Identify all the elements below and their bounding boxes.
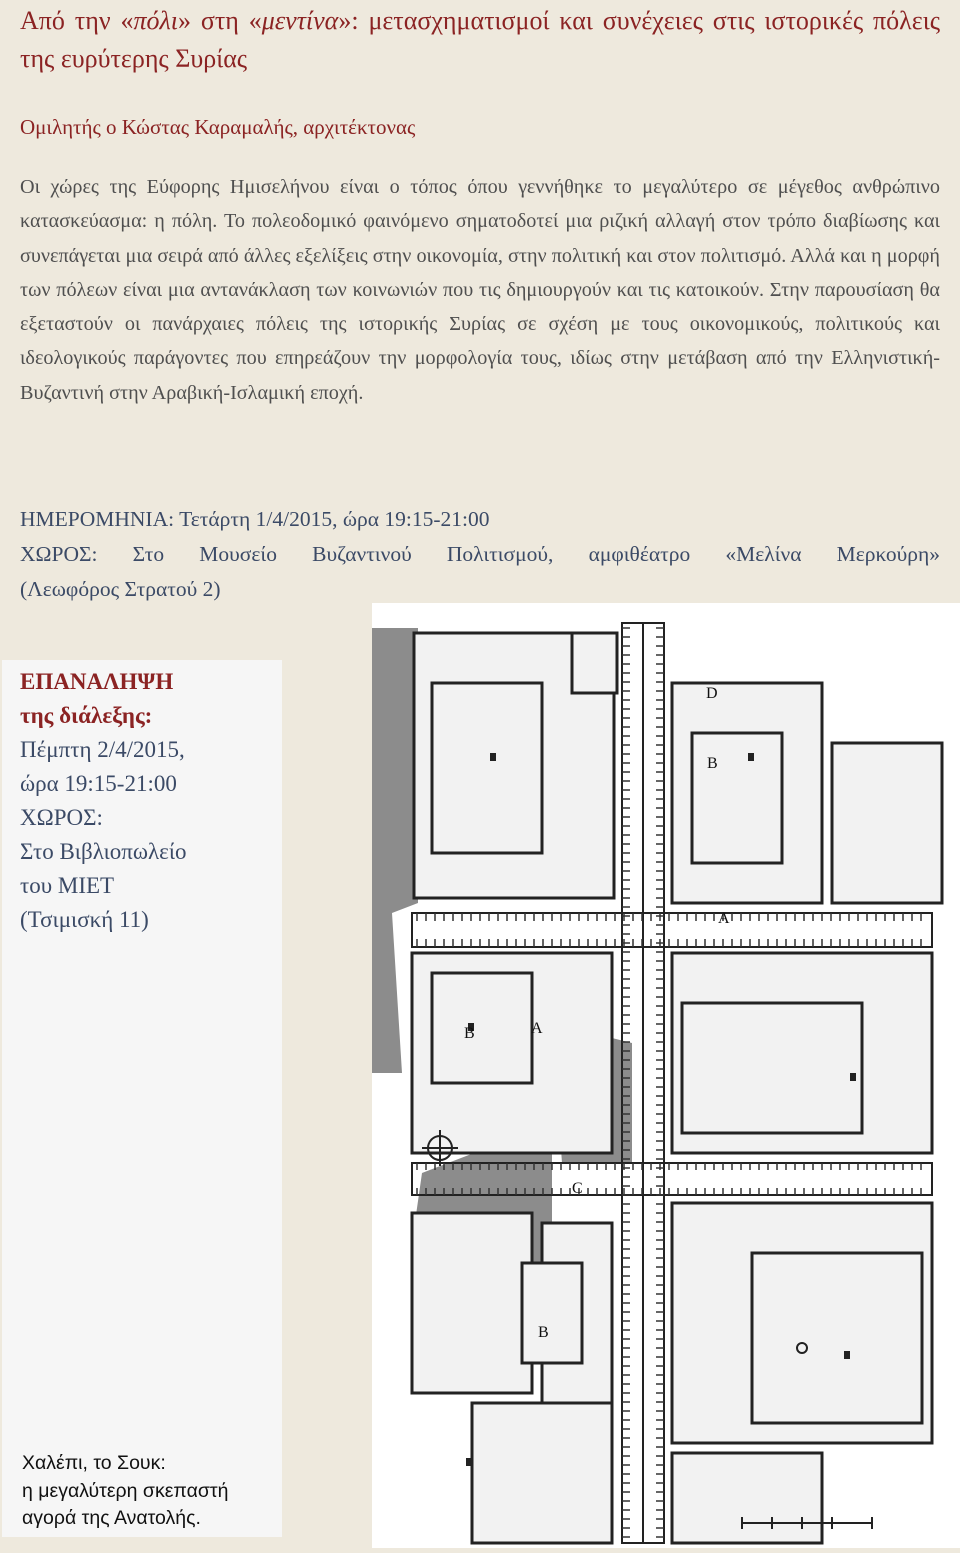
repeat-details — [20, 733, 280, 937]
map-caption — [22, 1450, 278, 1533]
event-venue: ΧΩΡΟΣ: Στο Μουσείο Βυζαντινού Πολιτισμού, αμφιθέατρο «Μελίνα Μερκούρη» — [20, 542, 940, 566]
souk-plan-drawing — [372, 603, 960, 1548]
speaker-line: Ομιλητής ο Κώστας Καραμαλής, αρχιτέκτονας — [20, 115, 416, 139]
repeat-venue-address: (Τσιμισκή 11) — [20, 907, 149, 932]
event-date: ΗΜΕΡΟΜΗΝΙΑ: Τετάρτη 1/4/2015, ώρα 19:15-21:00 — [20, 507, 490, 531]
lecture-title: Από την «πόλι» στη «μεντίνα»: μετασχηματισμοί και συνέχειες στις ιστορικές πόλεις της ευρύτερης Συρίας — [20, 6, 940, 73]
souk-plan-image — [372, 603, 960, 1548]
plan-label-a1: A — [531, 1020, 543, 1037]
repeat-venue-name-2: του ΜΙΕΤ — [20, 873, 115, 898]
caption-line1: Χαλέπι, το Σουκ: — [22, 1452, 166, 1474]
abstract-paragraph: Οι χώρες της Εύφορης Ημισελήνου είναι ο τόπος όπου γεννήθηκε το μεγαλύτερο σε μέγεθος ανθρώπινο κατασκεύασμα: η πόλη. Το πολεοδομικό φαινόμενο σηματοδοτεί μια ριζική αλλαγή στον τρόπο διαβίωσης και συνεπάγεται μια σειρά από άλλες εξελίξεις στην οικονομία, στην πολιτική και στον πολιτισμό. Αλλά και η μορφή των πόλεων είναι μια αντανάκλαση των κοινωνιών που τις δημιουργούν και τις κατοικούν. Στην παρουσίαση θα εξεταστούν οι πανάρχαιες πόλεις της ιστορικής Συρίας σε σχέση με τους οικονομικούς, πολιτικούς και ιδεολογικούς παράγοντες που επηρεάζουν την μορφολογία τους, ιδίως στην μετάβαση από την Ελληνιστική-Βυζαντινή στην Αραβική-Ισλαμική εποχή. — [20, 176, 940, 404]
plan-label-a2: A — [718, 910, 730, 927]
repeat-heading — [20, 665, 280, 733]
repeat-time: ώρα 19:15-21:00 — [20, 771, 177, 796]
repeat-heading-line2: της διάλεξης: — [20, 703, 153, 728]
event-venue-address: (Λεωφόρος Στρατού 2) — [20, 577, 221, 601]
event-details — [20, 502, 940, 607]
plan-label-b1: B — [707, 755, 718, 772]
repeat-venue-label: ΧΩΡΟΣ: — [20, 805, 103, 830]
caption-line3: αγορά της Ανατολής. — [22, 1507, 201, 1529]
repeat-date: Πέμπτη 2/4/2015, — [20, 737, 185, 762]
building-blocks — [412, 633, 942, 1543]
repeat-venue-name: Στο Βιβλιοπωλείο — [20, 839, 187, 864]
plan-label-c: C — [572, 1180, 583, 1197]
plan-label-b2: B — [464, 1025, 475, 1042]
plan-label-b3: B — [538, 1324, 549, 1341]
caption-line2: η μεγαλύτερη σκεπαστή — [22, 1479, 229, 1502]
repeat-heading-line1: ΕΠΑΝΑΛΗΨΗ — [20, 669, 174, 694]
plan-label-d: D — [706, 685, 718, 702]
